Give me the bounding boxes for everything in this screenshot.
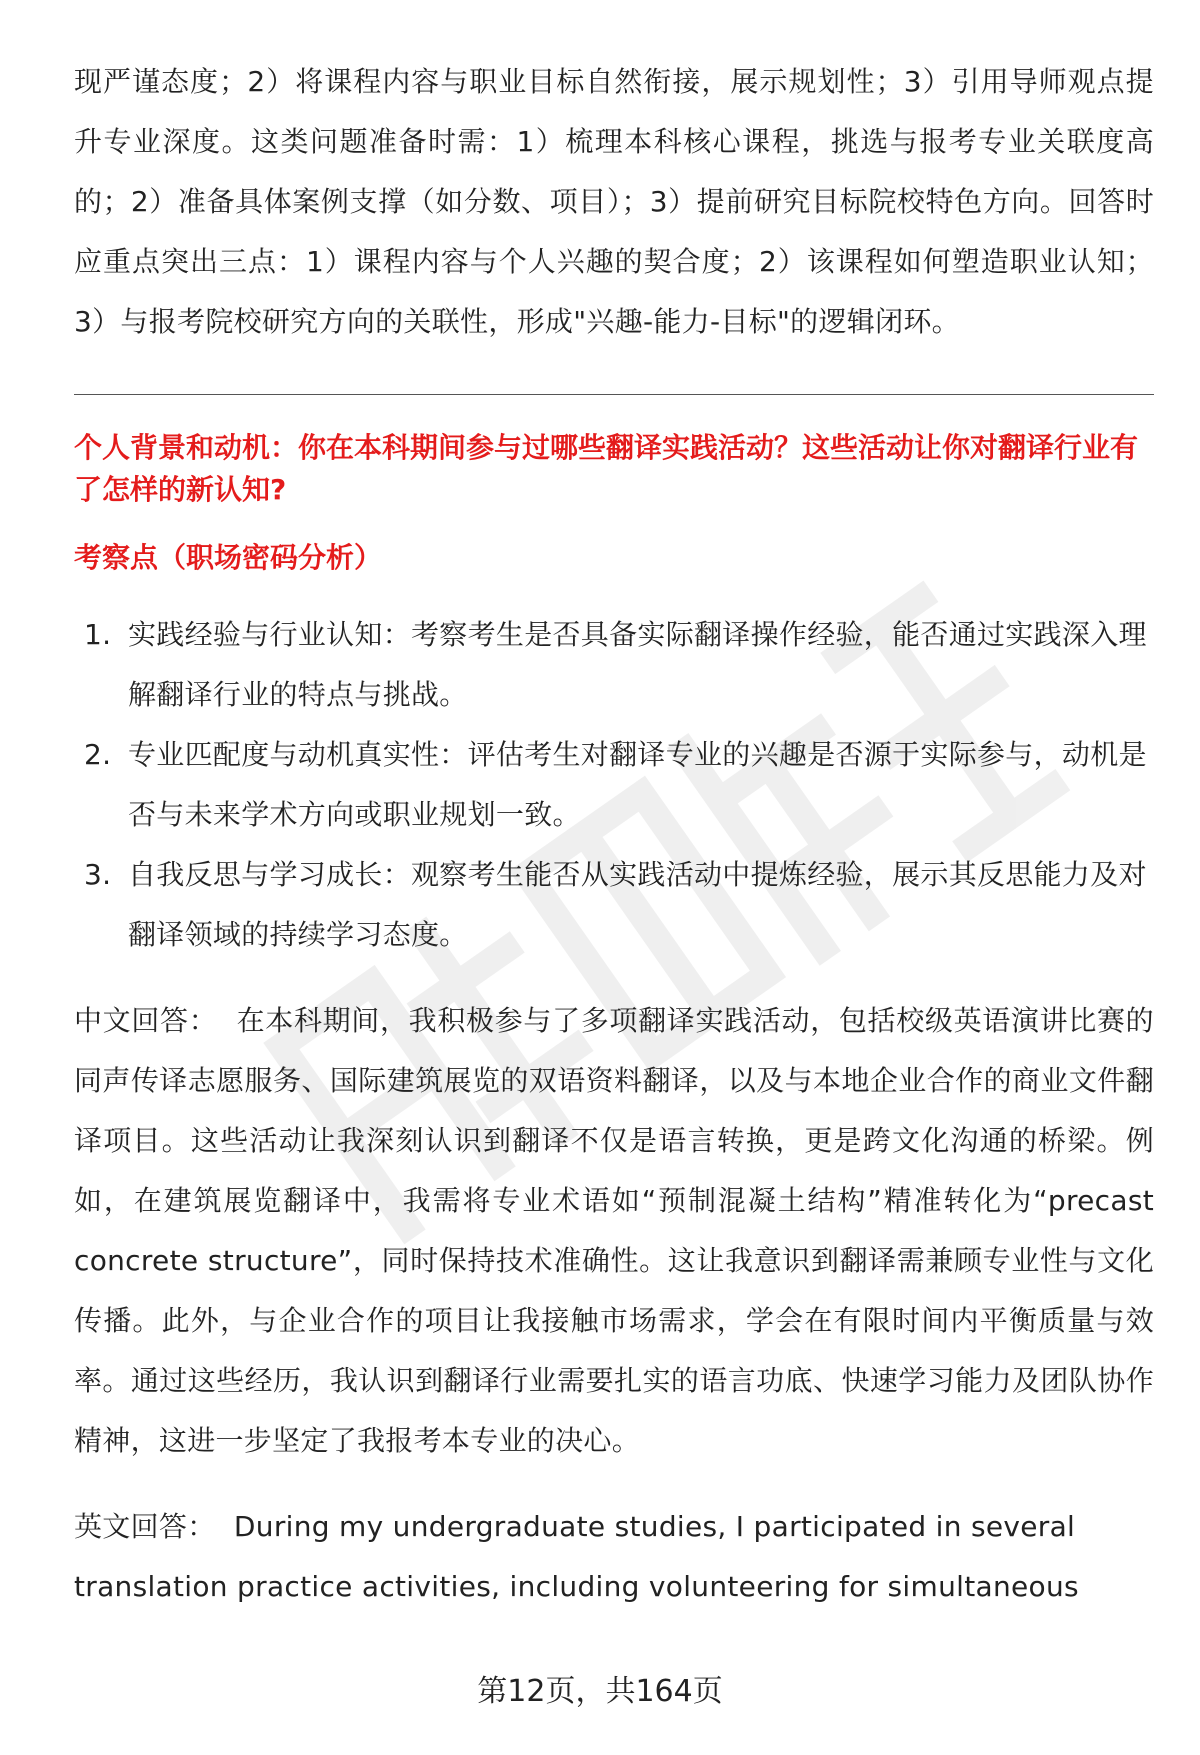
english-answer-label: 英文回答：	[74, 1510, 216, 1543]
section-divider	[74, 394, 1154, 395]
list-item	[74, 845, 1154, 965]
spacer	[74, 965, 1154, 991]
assessment-points-list	[74, 605, 1154, 965]
list-item-number: 1.	[84, 618, 112, 651]
chinese-answer-label: 中文回答：	[74, 1004, 218, 1037]
chinese-answer	[74, 991, 1154, 1471]
english-answer	[74, 1497, 1154, 1617]
list-item-text: 专业匹配度与动机真实性：评估考生对翻译专业的兴趣是否源于实际参与，动机是否与未来学术方向或职业规划一致。	[128, 738, 1147, 831]
list-item	[74, 725, 1154, 845]
assessment-subheading: 考察点（职场密码分析）	[74, 541, 383, 574]
list-item-text: 实践经验与行业认知：考察考生是否具备实际翻译操作经验，能否通过实践深入理解翻译行业的特点与挑战。	[128, 618, 1147, 711]
page-number-footer: 第12页，共164页	[477, 1674, 723, 1709]
list-item	[74, 605, 1154, 725]
chinese-answer-text: 在本科期间，我积极参与了多项翻译实践活动，包括校级英语演讲比赛的同声传译志愿服务、国际建筑展览的双语资料翻译，以及与本地企业合作的商业文件翻译项目。这些活动让我深刻认识到翻译不仅是语言转换，更是跨文化沟通的桥梁。例如，在建筑展览翻译中，我需将专业术语如“预制混凝土结构”精准转化为“precast concrete structure”，同时保持技术准确性。这让我意识到翻译需兼顾专业性与文化传播。此外，与企业合作的项目让我接触市场需求，学会在有限时间内平衡质量与效率。通过这些经历，我认识到翻译行业需要扎实的语言功底、快速学习能力及团队协作精神，这进一步坚定了我报考本专业的决心。	[74, 1004, 1154, 1457]
question-heading: 个人背景和动机：你在本科期间参与过哪些翻译实践活动？这些活动让你对翻译行业有了怎样的新认知?	[74, 431, 1139, 506]
spacer	[74, 1471, 1154, 1497]
list-item-number: 2.	[84, 738, 112, 771]
intro-paragraph: 现严谨态度；2）将课程内容与职业目标自然衔接，展示规划性；3）引用导师观点提升专业深度。这类问题准备时需：1）梳理本科核心课程，挑选与报考专业关联度高的；2）准备具体案例支撑（如分数、项目）；3）提前研究目标院校特色方向。回答时应重点突出三点：1）课程内容与个人兴趣的契合度；2）该课程如何塑造职业认知；3）与报考院校研究方向的关联性，形成"兴趣-能力-目标"的逻辑闭环。	[74, 65, 1154, 338]
english-answer-text: During my undergraduate studies, I participated in several translation practice activities, including volunteering for simultaneous	[74, 1510, 1079, 1603]
document-body	[74, 52, 1154, 1617]
list-item-text: 自我反思与学习成长：观察考生能否从实践活动中提炼经验，展示其反思能力及对翻译领域的持续学习态度。	[128, 858, 1147, 951]
list-item-number: 3.	[84, 858, 112, 891]
